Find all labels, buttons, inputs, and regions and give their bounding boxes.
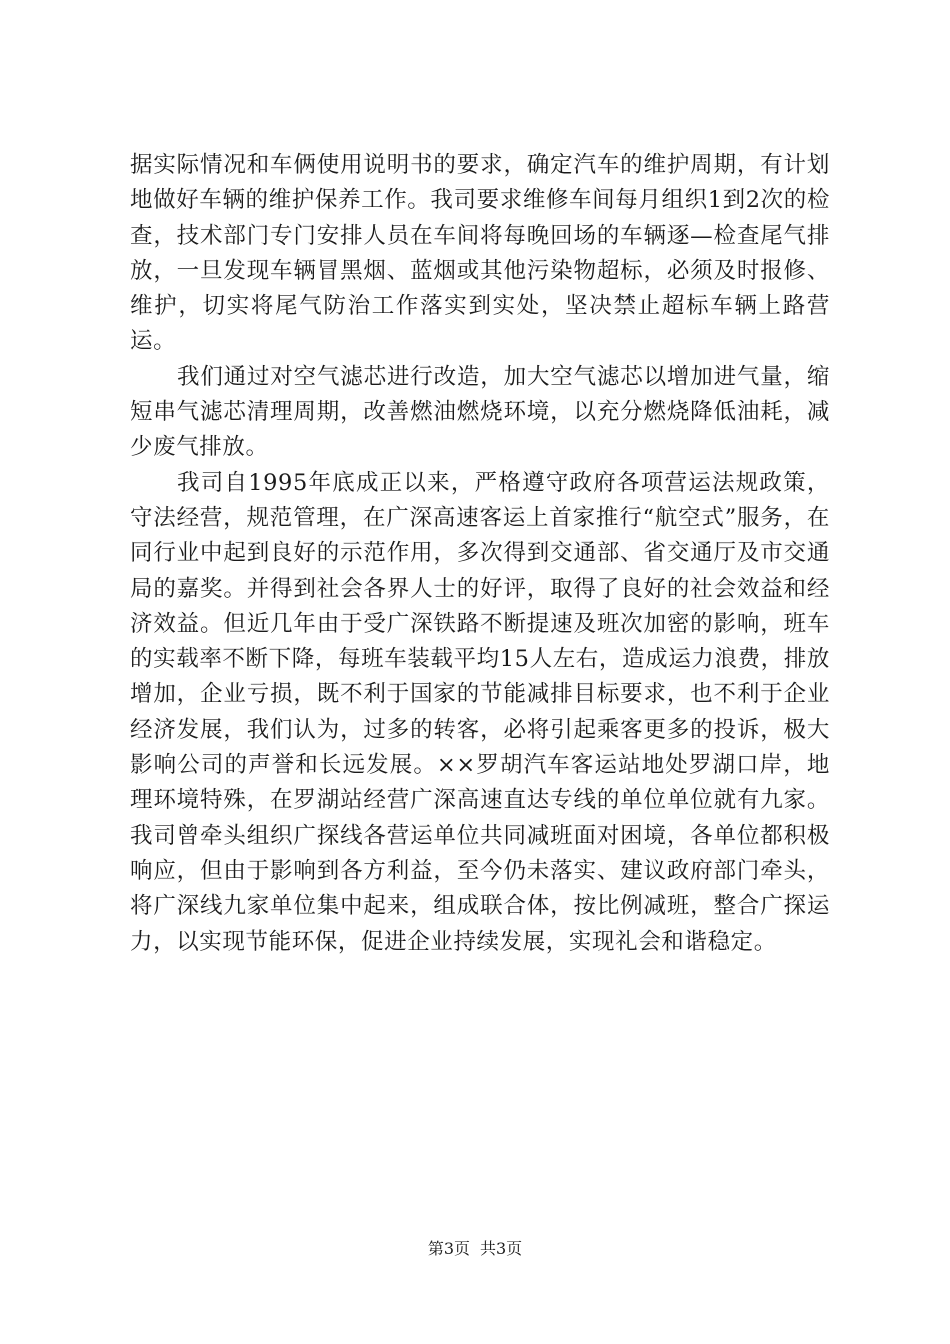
paragraph-2: 我们通过对空气滤芯进行改造，加大空气滤芯以增加进气量，缩短串气滤芯清理周期，改善燃油燃烧环境，以充分燃烧降低油耗，减少废气排放。 xyxy=(130,363,830,461)
page-total: 共3页 xyxy=(480,1239,523,1258)
page-footer xyxy=(0,1238,950,1260)
document-body xyxy=(130,148,830,960)
paragraph-1: 据实际情况和车俩使用说明书的要求，确定汽车的维护周期，有计划地做好车辆的维护保养工作。我司要求维修车间每月组织1到2次的检查，技术部门专门安排人员在车间将每晚回场的车辆逐—检查尾气排放，一旦发现车辆冒黑烟、蓝烟或其他污染物超标，必须及时报修、维护，切实将尾气防治工作落实到实处，坚决禁止超标车辆上路营运。 xyxy=(130,152,830,355)
paragraph-3: 我司自1995年底成正以来，严格遵守政府各项营运法规政策，守法经营，规范管理，在广深高速客运上首家推行“航空式”服务，在同行业中起到良好的示范作用，多次得到交通部、省交通厅及市交通局的嘉奖。并得到社会各界人士的好评，取得了良好的社会效益和经济效益。但近几年由于受广深铁路不断提速及班次加密的影响，班车的实载率不断下降，每班车装载平均15人左右，造成运力浪费，排放增加，企业亏损，既不利于国家的节能减排目标要求，也不利于企业经济发展，我们认为，过多的转客，必将引起乘客更多的投诉，极大影响公司的声誉和长远发展。××罗胡汽车客运站地处罗湖口岸，地理环境特殊，在罗湖站经营广深高速直达专线的单位单位就有九家。我司曾牵头组织广探线各营运单位共同减班面对困境，各单位都积极响应，但由于影响到各方利益，至今仍未落实、建议政府部门牵头，将广深线九家单位集中起来，组成联合体，按比例减班，整合广探运力，以实现节能环保，促进企业持续发展，实现礼会和谐稳定。 xyxy=(130,469,830,955)
page-number: 第3页 xyxy=(427,1239,470,1258)
